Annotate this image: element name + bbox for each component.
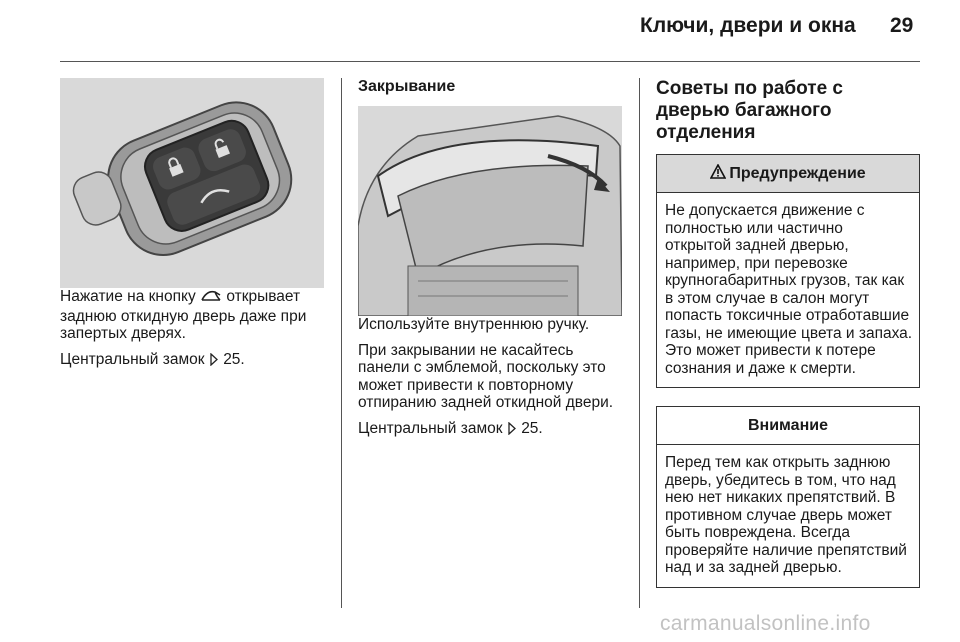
central-lock-crossref-2[interactable]: Центральный замок 25. (358, 420, 624, 440)
page-header-title: Ключи, двери и окна (640, 14, 856, 37)
warning-triangle-icon (710, 164, 726, 184)
key-fob-illustration (60, 78, 324, 288)
column-divider-1 (341, 78, 342, 608)
central-lock-crossref[interactable]: Центральный замок 25. (60, 351, 324, 371)
crossref-arrow-icon (507, 422, 517, 440)
closing-warning-text: При закрывании не касайтесь панели с эмблемой, поскольку это может привести к повторному отпиранию задней откидной двери. (358, 341, 614, 411)
caution-box-header: Внимание (657, 407, 919, 445)
car-trunk-icon (200, 289, 222, 308)
tailgate-tips-title: Советы по работе с дверью багажного отделения (656, 78, 844, 143)
warning-box (656, 154, 920, 388)
column-2 (358, 78, 624, 447)
column-3 (656, 78, 920, 606)
key-button-caption: Нажатие на кнопку открывает заднюю откидную дверь даже при запертых дверях. (60, 288, 307, 342)
crossref-arrow-icon (209, 353, 219, 371)
column-1 (60, 78, 324, 378)
footer-watermark: carmanualsonline.info (660, 612, 871, 635)
warning-box-header: Предупреждение (657, 155, 919, 193)
header-divider (60, 61, 920, 62)
closing-instruction: Используйте внутреннюю ручку. (358, 316, 590, 333)
caution-box-body: Перед тем как открыть заднюю дверь, убедитесь в том, что над нею нет никаких препятствий. В противном случае дверь может быть повреждена. Всегда проверяйте наличие препятствий над и за задней дверью. (665, 454, 907, 576)
column-divider-2 (639, 78, 640, 608)
closing-section-title: Закрывание (358, 78, 456, 95)
page-number: 29 (890, 14, 914, 37)
caution-box (656, 406, 920, 588)
warning-box-body: Не допускается движение с полностью или частично открытой задней дверью, например, при перевозке крупногабаритных грузов, так как в этом случае в салон могут попасть токсичные отработавшие газы, не имеющие цвета и запаха. Это может привести к потере сознания и даже к смерти. (665, 202, 913, 377)
tailgate-illustration (358, 106, 622, 316)
